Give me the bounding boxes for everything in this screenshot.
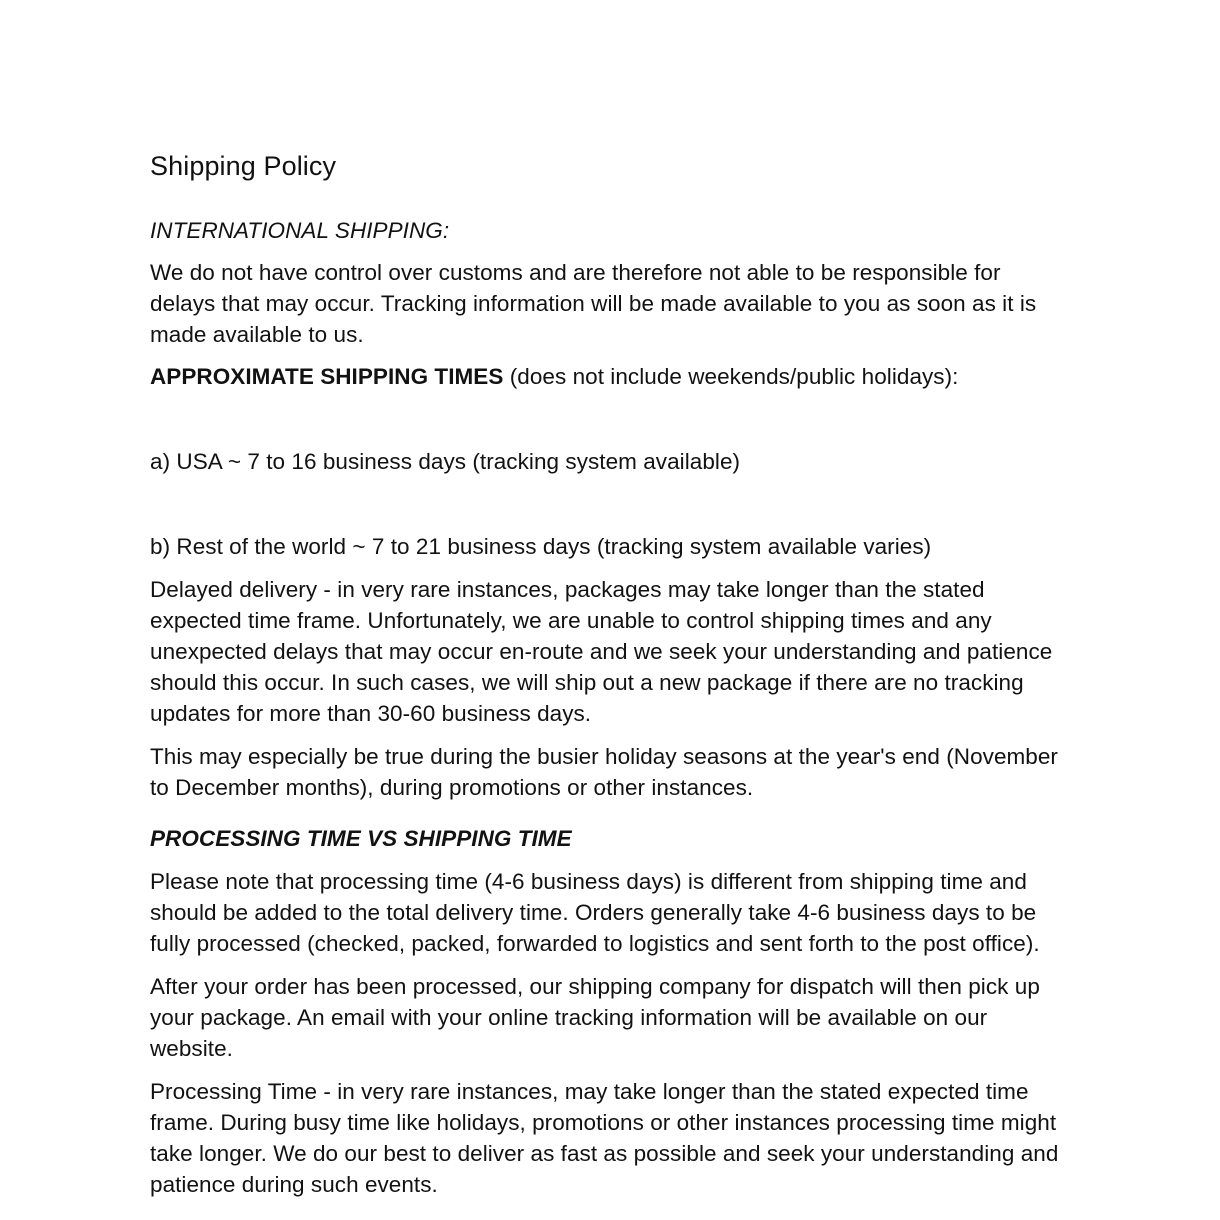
list-item-shipping-time-rest-of-world: b) Rest of the world ~ 7 to 21 business days (tracking system available varies) bbox=[150, 534, 932, 559]
paragraph-approximate-shipping-times bbox=[150, 361, 1065, 392]
list-item-shipping-time-usa: a) USA ~ 7 to 16 business days (tracking system available) bbox=[150, 449, 741, 474]
heading-processing-vs-shipping-time: PROCESSING TIME VS SHIPPING TIME bbox=[150, 826, 572, 851]
paragraph-customs-responsibility: We do not have control over customs and are therefore not able to be responsible for delays that may occur. Tracking information will be made available to you as soon as it is made available to us. bbox=[150, 260, 1037, 347]
clipped-bottom-line bbox=[150, 1214, 1065, 1220]
document-content bbox=[150, 149, 1065, 1212]
paragraph-dispatch-tracking: After your order has been processed, our shipping company for dispatch will then pick up your package. An email with your online tracking information will be available on our website. bbox=[150, 974, 1040, 1061]
note-approximate-shipping-times: (does not include weekends/public holidays): bbox=[503, 364, 959, 389]
paragraph-processing-delays: Processing Time - in very rare instances, may take longer than the stated expected time frame. During busy time like holidays, promotions or other instances processing time might take longer. We do our best to deliver as fast as possible and seek your understanding and patience during such events. bbox=[150, 1079, 1059, 1197]
page-title: Shipping Policy bbox=[150, 151, 337, 181]
label-approximate-shipping-times: APPROXIMATE SHIPPING TIMES bbox=[150, 364, 504, 389]
paragraph-delayed-delivery: Delayed delivery - in very rare instances, packages may take longer than the stated expected time frame. Unfortunately, we are unable to control shipping times and any unexpected delays that may occur en-route and we seek your understanding and patience should this occur. In such cases, we will ship out a new package if there are no tracking updates for more than 30-60 business days. bbox=[150, 577, 1053, 726]
paragraph-holiday-season: This may especially be true during the busier holiday seasons at the year's end (November to December months), during promotions or other instances. bbox=[150, 744, 1058, 800]
heading-international-shipping: INTERNATIONAL SHIPPING: bbox=[150, 218, 450, 243]
paragraph-processing-time: Please note that processing time (4-6 business days) is different from shipping time and should be added to the total delivery time. Orders generally take 4-6 business days to be fully processed (checked, packed, forwarded to logistics and sent forth to the post office). bbox=[150, 869, 1040, 956]
